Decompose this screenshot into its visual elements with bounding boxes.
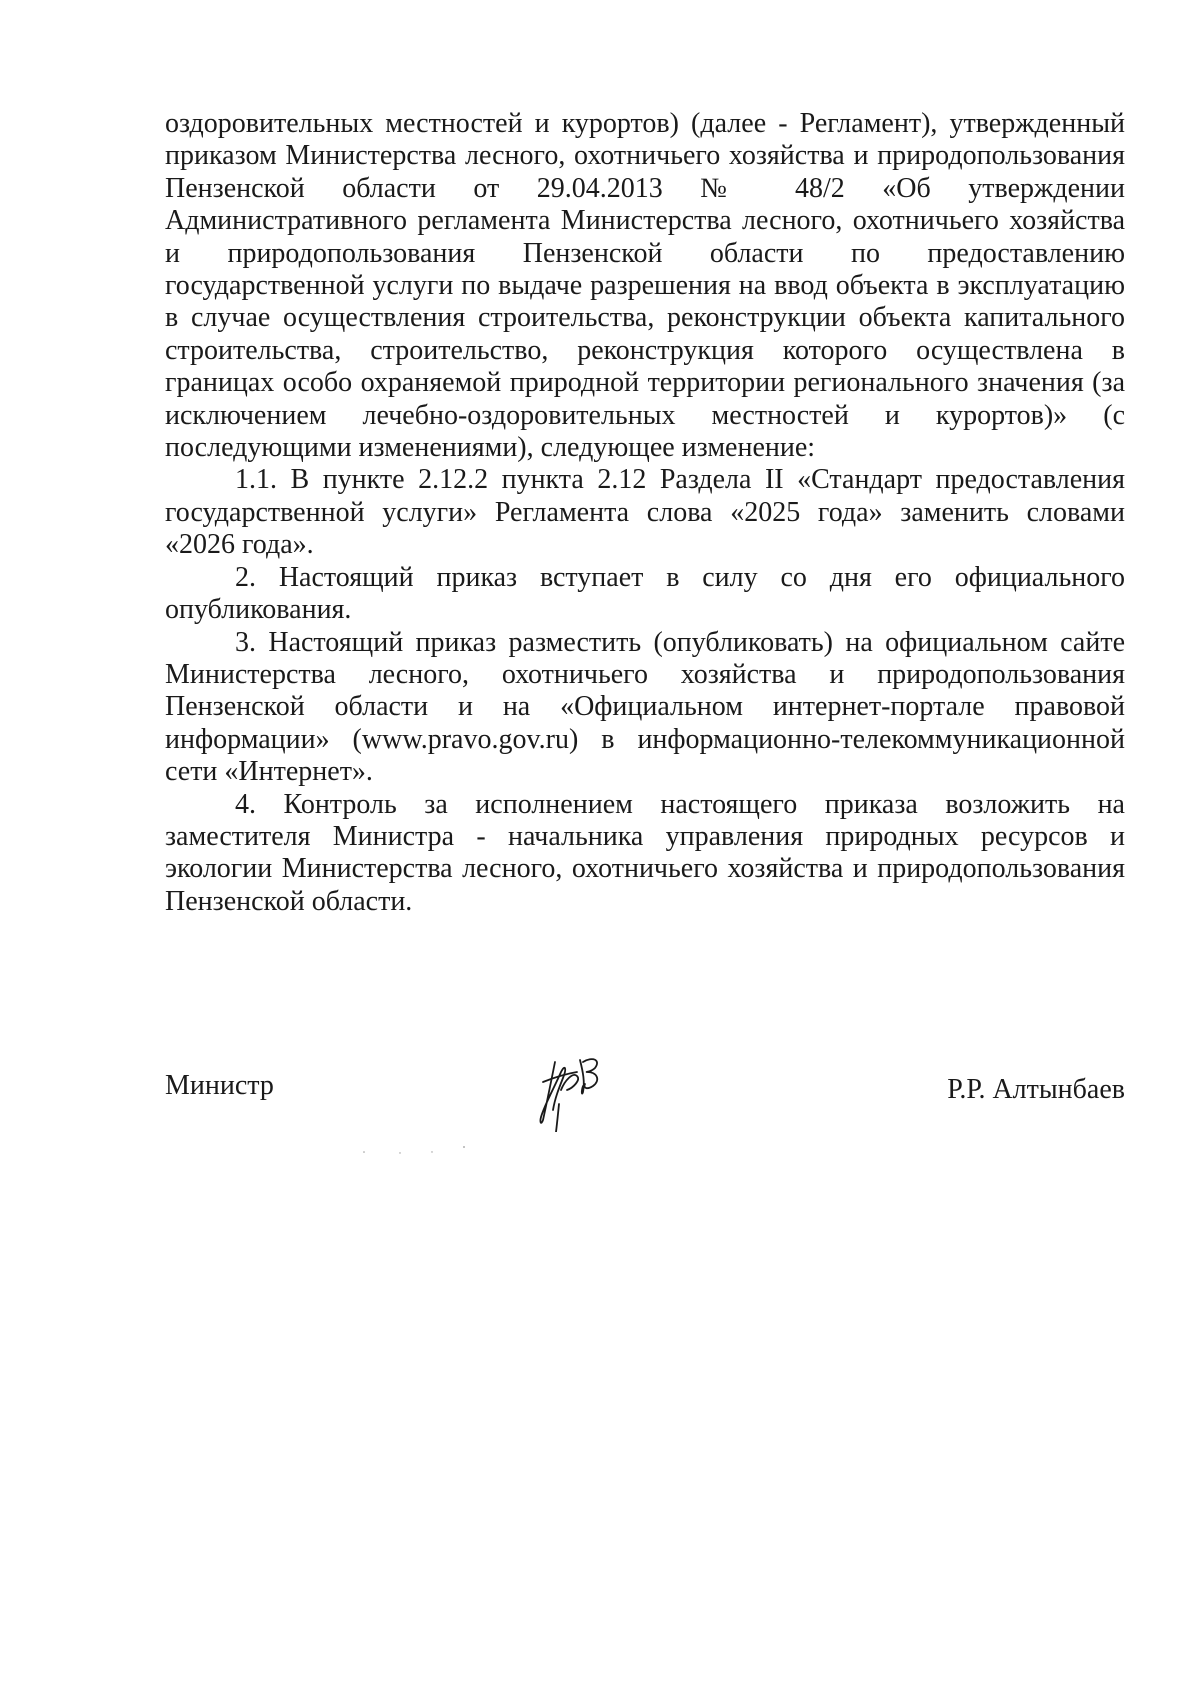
handwritten-signature bbox=[525, 1042, 615, 1132]
paragraph-regulation-intro: оздоровительных местностей и курортов) (далее - Регламент), утвержденный приказом Министерства лесного, охотничьего хозяйства и природопользования Пензенской области от 29.04.2013 № 48/2 «Об утверждении Административного регламента Министерства лесного, охотничьего хозяйства и природопользования Пензенской области по предоставлению государственной услуги по выдаче разрешения на ввод объекта в эксплуатацию в случае осуществления строительства, реконструкции объекта капитального строительства, строительство, реконструкция которого осуществлена в границах особо охраняемой природной территории регионального значения (за исключением лечебно-оздоровительных местностей и курортов)» (с последующими изменениями), следующее изменение: bbox=[165, 108, 1125, 464]
paragraph-2: 2. Настоящий приказ вступает в силу со дня его официального опубликования. bbox=[165, 561, 1125, 626]
signatory-name: Р.Р. Алтынбаев bbox=[947, 1074, 1125, 1105]
paragraph-1-1: 1.1. В пункте 2.12.2 пункта 2.12 Раздела II «Стандарт предоставления государственной услуги» Регламента слова «2025 года» заменить словами «2026 года». bbox=[165, 464, 1125, 561]
scan-specks-decoration bbox=[360, 1144, 480, 1156]
signatory-title: Министр bbox=[165, 1070, 274, 1101]
signature-block bbox=[165, 1042, 1125, 1142]
paragraph-4: 4. Контроль за исполнением настоящего приказа возложить на заместителя Министра - начальника управления природных ресурсов и экологии Министерства лесного, охотничьего хозяйства и природопользования Пензенской области. bbox=[165, 788, 1125, 917]
document-body bbox=[165, 108, 1125, 918]
paragraph-3: 3. Настоящий приказ разместить (опубликовать) на официальном сайте Министерства лесного, охотничьего хозяйства и природопользования Пензенской области и на «Официальном интернет-портале правовой информации» (www.pravo.gov.ru) в информационно-телекоммуникационной сети «Интернет». bbox=[165, 626, 1125, 788]
